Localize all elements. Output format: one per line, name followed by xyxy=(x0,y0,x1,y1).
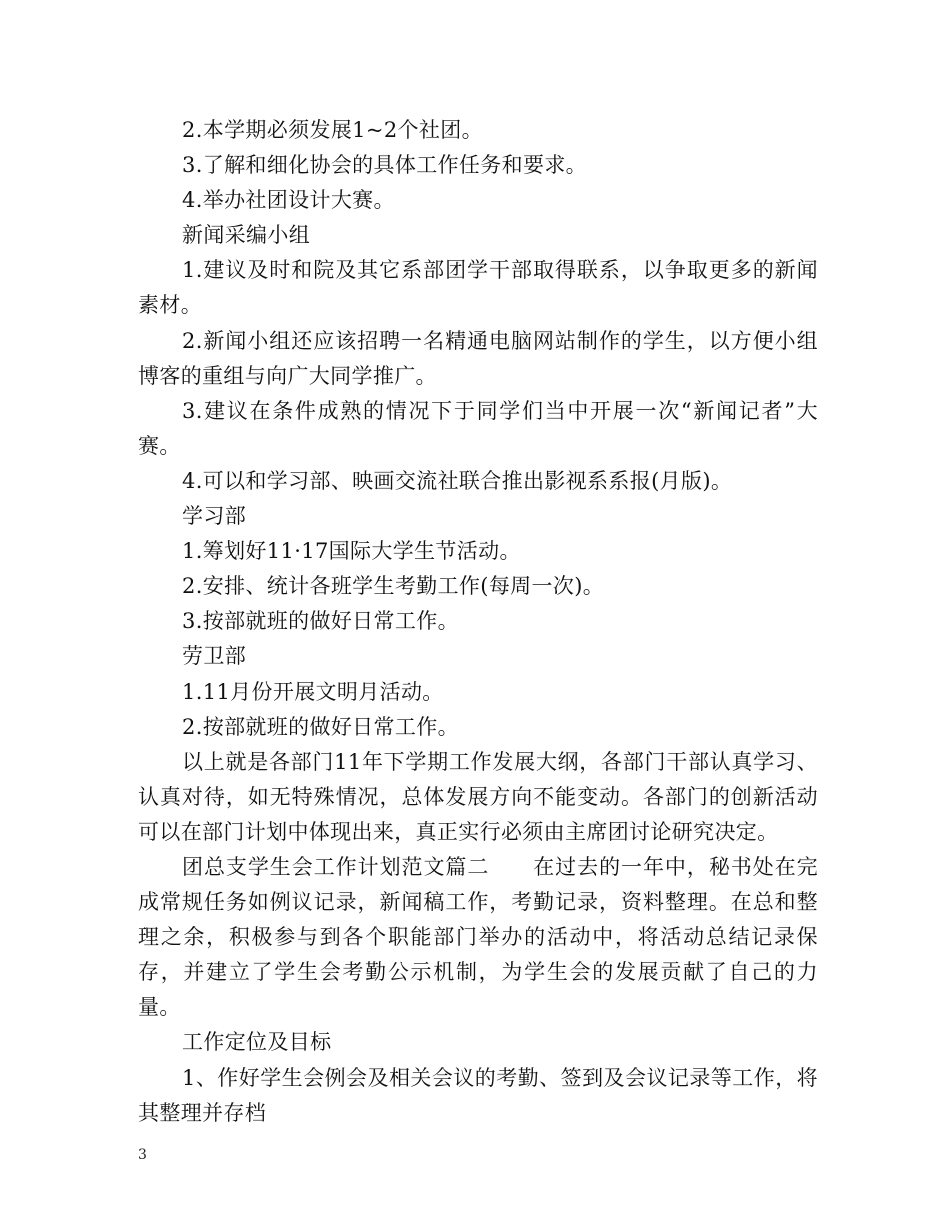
section-heading-labor-dept: 劳卫部 xyxy=(182,644,247,669)
paragraph-labor-daily: 2.按部就班的做好日常工作。 xyxy=(182,714,459,739)
paragraph-labor-civility-month: 1.11月份开展文明月活动。 xyxy=(182,679,444,704)
paragraph-study-daily: 3.按部就班的做好日常工作。 xyxy=(182,609,459,634)
page-number: 3 xyxy=(138,1147,147,1163)
paragraph-plan-two-intro: 团总支学生会工作计划范文篇二 在过去的一年中，秘书处在完成常规任务如例议记录，新闻稿工作，考勤记录，资料整理。在总和整理之余，积极参与到各个职能部门举办的活动中，将活动总结记录保存，并建立了学生会考勤公示机制，为学生会的发展贡献了自己的力量。 xyxy=(138,854,818,1020)
document-body xyxy=(138,113,818,1131)
paragraph-club-development: 2.本学期必须发展1~2个社团。 xyxy=(182,118,483,142)
paragraph-club-design-contest: 4.举办社团设计大赛。 xyxy=(182,188,395,213)
paragraph-news-paper: 4.可以和学习部、映画交流社联合推出影视系系报(月版)。 xyxy=(182,468,733,493)
paragraph-news-recruit: 2.新闻小组还应该招聘一名精通电脑网站制作的学生，以方便小组博客的重组与向广大同学推广。 xyxy=(138,328,818,388)
section-heading-study-dept: 学习部 xyxy=(182,504,247,529)
paragraph-association-tasks: 3.了解和细化协会的具体工作任务和要求。 xyxy=(182,153,588,178)
paragraph-summary: 以上就是各部门11年下学期工作发展大纲，各部门干部认真学习、认真对待，如无特殊情况，总体发展方向不能变动。各部门的创新活动可以在部门计划中体现出来，真正实行必须由主席团讨论研究决定。 xyxy=(138,749,818,844)
paragraph-study-attendance: 2.安排、统计各班学生考勤工作(每周一次)。 xyxy=(182,574,605,599)
paragraph-study-festival: 1.筹划好11·17国际大学生节活动。 xyxy=(182,539,521,564)
section-heading-work-goals: 工作定位及目标 xyxy=(182,1030,332,1055)
paragraph-meeting-records: 1、作好学生会例会及相关会议的考勤、签到及会议记录等工作，将其整理并存档 xyxy=(138,1065,818,1125)
paragraph-news-contact: 1.建议及时和院及其它系部团学干部取得联系，以争取更多的新闻素材。 xyxy=(138,258,818,318)
paragraph-news-contest: 3.建议在条件成熟的情况下于同学们当中开展一次“新闻记者”大赛。 xyxy=(138,398,818,458)
section-heading-news-group: 新闻采编小组 xyxy=(182,223,311,248)
